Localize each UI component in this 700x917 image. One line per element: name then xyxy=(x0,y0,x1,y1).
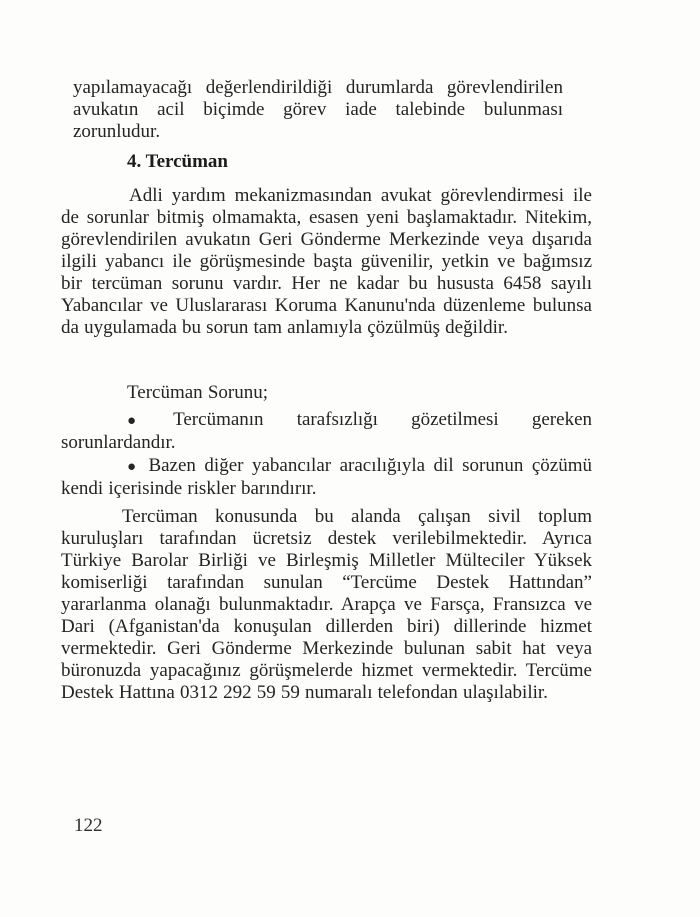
bullet-icon: ● xyxy=(127,413,165,429)
bullet-text: Tercümanın tarafsızlığı gözetilmesi gereken sorunlardandır. xyxy=(61,409,592,453)
bullet-icon: ● xyxy=(127,459,140,475)
page-number: 122 xyxy=(74,815,103,836)
bullet-text: Bazen diğer yabancılar aracılığıyla dil sorunun çözümü kendi içerisinde riskler barındırır. xyxy=(61,455,592,499)
paragraph-intro: Adli yardım mekanizmasından avukat görevlendirmesi ile de sorunlar bitmiş olmamakta, esasen yeni başlamaktadır. Nitekim, görevlendirilen avukatın Geri Gönderme Merkezinde veya dışarıda ilgili yabancı ile görüşmesinde başta güvenilir, yetkin ve bağımsız bir tercüman sorunu vardır. Her ne kadar bu hususta 6458 sayılı Yabancılar ve Uluslararası Koruma Kanunu'nda düzenleme bulunsa da uygulamada bu sorun tam anlamıyla çözülmüş değildir. xyxy=(61,185,592,338)
paragraph-support-services: Tercüman konusunda bu alanda çalışan sivil toplum kuruluşları tarafından ücretsiz destek verilebilmektedir. Ayrıca Türkiye Barolar Birliği ve Birleşmiş Milletler Mülteciler Yüksek komiserliği tarafından sunulan “Tercüme Destek Hattından” yararlanma olanağı bulunmaktadır. Arapça ve Farsça, Fransızca ve Dari (Afganistan'da konuşulan dillerden biri) dillerinde hizmet vermektedir. Geri Gönderme Merkezinde bulunan sabit hat veya büronuzda yapacağınız görüşmelerde hizmet vermektedir. Tercüme Destek Hattına 0312 292 59 59 numaralı telefondan ulaşılabilir. xyxy=(61,506,592,703)
subheading-tercuman-sorunu: Tercüman Sorunu; xyxy=(127,382,268,403)
bullet-item-impartiality xyxy=(61,409,592,454)
bullet-item-language-risk xyxy=(61,455,592,500)
paragraph-continuation: yapılamayacağı değerlendirildiği durumlarda görevlendirilen avukatın acil biçimde görev iade talebinde bulunması zorunludur. xyxy=(73,77,563,142)
section-heading-tercuman: 4. Tercüman xyxy=(127,151,229,172)
